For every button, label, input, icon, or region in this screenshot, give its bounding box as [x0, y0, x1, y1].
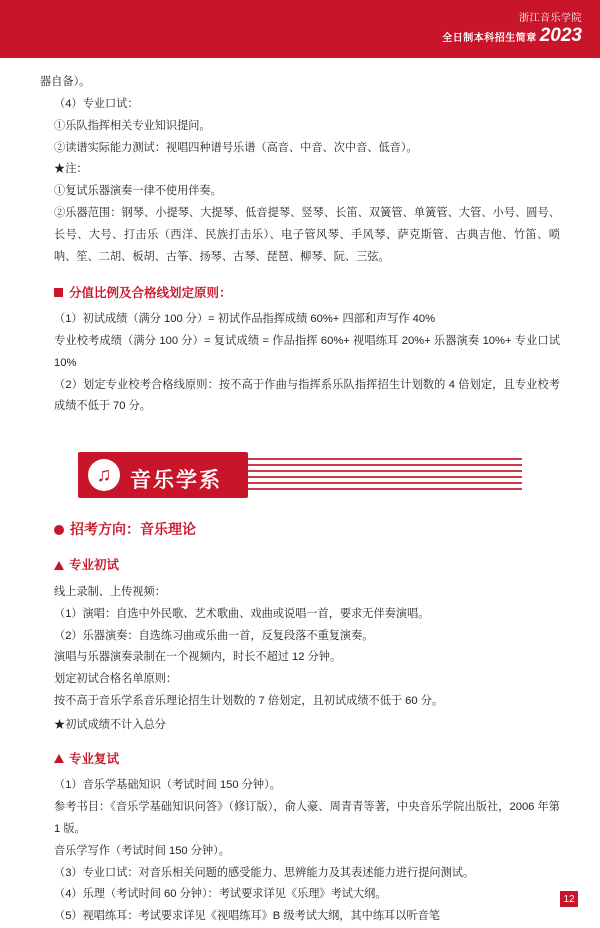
preliminary-heading — [54, 553, 560, 577]
preliminary-pass-head: 划定初试合格名单原则： — [54, 673, 178, 686]
score-rule-item-3: （2）划定专业校考合格线原则：按不高于作曲与指挥系乐队指挥招生计划数的 4 倍划定，且专业校考成绩不低于 70 分。 — [54, 378, 560, 413]
section-banner — [40, 448, 560, 502]
preliminary-item-1: （1）演唱：自选中外民歌、艺术歌曲、戏曲或说唱一首，要求无伴奏演唱。 — [54, 607, 430, 620]
retest-title: 专业复试 — [69, 751, 120, 766]
direction-heading — [54, 516, 560, 543]
red-dot-icon — [54, 525, 64, 535]
header-school-name: 浙江音乐学院 — [519, 13, 582, 24]
oral-test-title: （4）专业口试： — [54, 97, 139, 110]
section-banner-lines — [240, 458, 522, 492]
oral-test-note-2: ②乐器范围：钢琴、小提琴、大提琴、低音提琴、竖琴、长笛、双簧管、单簧管、大管、小号、圆号、长号、大号、打击乐（西洋、民族打击乐）、电子管风琴、手风琴、萨克斯管、古典吉他、竹笛、唢呐、笙、二胡、板胡、古筝、扬琴、古琴、琵琶、柳琴、阮、三弦。 — [54, 207, 560, 263]
oral-test-note-1: ①复试乐器演奏一律不使用伴奏。 — [54, 185, 222, 198]
retest-item-3: 音乐学写作（考试时间 150 分钟）。 — [54, 844, 230, 857]
score-rule-item-2: 专业校考成绩（满分 100 分）= 复试成绩 = 作品指挥 60%+ 视唱练耳 20%+ 乐器演奏 10%+ 专业口试 10% — [54, 334, 560, 369]
oral-test-item-1: ①乐队指挥相关专业知识提问。 — [54, 119, 211, 132]
retest-item-2: 参考书目：《音乐学基础知识问答》（修订版），俞人豪、周青青等著，中央音乐学院出版社，2006 年第 1 版。 — [54, 800, 560, 835]
section-title: 音乐学系 — [130, 469, 222, 493]
preliminary-pass-rule: 按不高于音乐学系音乐理论招生计划数的 7 倍划定，且初试成绩不低于 60 分。 — [54, 695, 444, 708]
page-number: 12 — [560, 891, 578, 907]
score-rule-item-1: （1）初试成绩（满分 100 分）= 初试作品指挥成绩 60%+ 四部和声写作 40% — [54, 312, 436, 325]
header-title-block — [0, 0, 600, 58]
retest-item-4: （3）专业口试：对音乐相关问题的感受能力、思辨能力及其表述能力进行提问测试。 — [54, 866, 475, 879]
retest-item-5: （4）乐理（考试时间 60 分钟）：考试要求详见《乐理》考试大纲。 — [54, 888, 387, 901]
red-triangle-icon — [54, 561, 64, 570]
preliminary-item-2: （2）乐器演奏：自选练习曲或乐曲一首，反复段落不重复演奏。 — [54, 629, 374, 642]
retest-heading — [54, 747, 560, 771]
preliminary-title: 专业初试 — [69, 558, 120, 573]
red-square-icon — [54, 288, 63, 297]
music-note-icon: ♫ — [88, 459, 120, 491]
page-header — [0, 0, 600, 62]
retest-item-6: （5）视唱练耳：考试要求详见《视唱练耳》B 级考试大纲，其中练耳以听音笔 — [54, 910, 440, 923]
header-year: 2023 — [539, 24, 582, 46]
direction-label: 招考方向：音乐理论 — [70, 521, 196, 538]
preliminary-duration: 演唱与乐器演奏录制在一个视频内，时长不超过 12 分钟。 — [54, 651, 342, 664]
red-triangle-icon — [54, 754, 64, 763]
score-rule-heading — [54, 281, 560, 305]
oral-test-item-2: ②读谱实际能力测试：视唱四种谱号乐谱（高音、中音、次中音、低音）。 — [54, 141, 418, 154]
page-content — [0, 62, 600, 928]
preliminary-method: 线上录制、上传视频： — [54, 585, 166, 598]
score-rule-heading-label: 分值比例及合格线划定原则： — [69, 285, 232, 300]
oral-test-note-label: ★注： — [54, 163, 88, 176]
retest-item-1: （1）音乐学基础知识（考试时间 150 分钟）。 — [54, 779, 281, 792]
continued-text: 器自备）。 — [40, 76, 91, 88]
preliminary-star-note: ★初试成绩不计入总分 — [54, 718, 166, 731]
header-brochure-name: 全日制本科招生简章 — [442, 32, 537, 44]
